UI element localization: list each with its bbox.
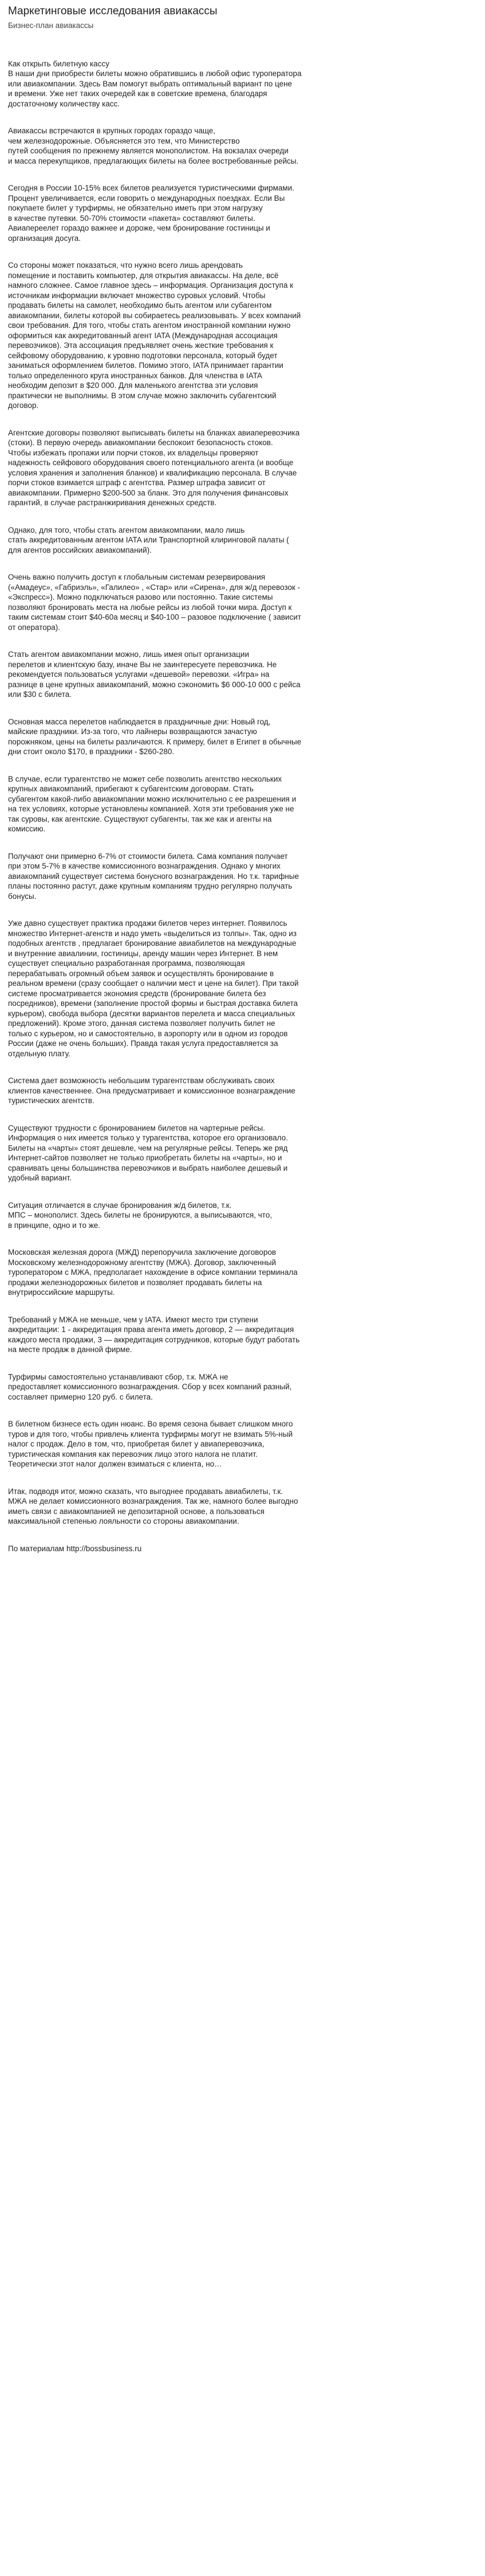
article-paragraph: Со стороны может показаться, что нужно всего лишь арендовать помещение и поставить компьютер, для открытия авиакассы. На деле, всё намного сложнее. Самое главное здесь – информация. Организация доступа к источникам информации включает множество суровых условий. Чтобы продавать билеты на самолет, необходимо быть агентом или субагентом авиакомпании, билеты которой вы собираетесь реализовывать. У всех компаний свои требования. Для того, чтобы стать агентом иностранной компании нужно оформиться как аккредитованный агент IATA (Международная ассоциация перевозчиков). Эта ассоциация предъявляет очень жесткие требования к сейфовому оборудованию, к уровню подготовки персонала, который будет заниматься оформлением билетов. Помимо этого, IATA принимает гарантии только определенного круга иностранных банков. Для членства в IATA необходим депозит в $20 000. Для маленького агентства эти условия практически не выполнимы. В этом случае можно заключить субагентский договор. [8, 261, 301, 410]
article-paragraph: Агентские договоры позволяют выписывать билеты на бланках авиаперевозчика (стоки). В первую очередь авиакомпании беспокоит безопасность стоков. Чтобы избежать пропажи или порчи стоков, их владельцы проверяют надежность сейфового оборудования своего потенциального агента (и вообще условия хранения и заполнения бланков) и квалификацию персонала. В случае порчи стоков взимается штраф с агентства. Размер штрафа зависит от авиакомпании. Примерно $200-500 за бланк. Это для получения финансовых гарантий, в случае растранжиривания денежных средств. [8, 428, 300, 507]
article-paragraph: В билетном бизнесе есть один нюанс. Во время сезона бывает слишком много туров и для того, чтобы привлечь клиента турфирмы могут не взимать 5%-ный налог с продаж. Дело в том, что, приобретая билет у авиаперевозчика, туристическая компания как перевозчик лицо этого налога не платит. Теоретически этот налог должен взиматься с клиента, но… [8, 1420, 293, 1468]
spacer [8, 1059, 477, 1076]
page-subtitle: Бизнес-план авиакассы [8, 21, 94, 30]
article-body [8, 31, 477, 1527]
spacer [8, 31, 477, 59]
article-paragraph: Авиакассы встречаются в крупных городах гораздо чаще, чем железнодорожные. Объясняется это тем, что Министерство путей сообщения по прежнему является монополистом. На вокзалах очереди и масса перекупщиков, предлагающих билеты на более востребованные рейсы. [8, 126, 299, 165]
spacer [8, 1402, 477, 1419]
article-paragraph: Итак, подводя итог, можно сказать, что выгоднее продавать авиабилеты, т.к. МЖА не делает комиссионного вознаграждения. Так же, намного более выгодно иметь связи с авиакомпанией не депозитарной основе, а пользоваться максимальной степенью лояльности со стороны авиакомпании. [8, 1487, 298, 1525]
spacer [8, 411, 477, 428]
article-paragraph: Как открыть билетную кассу В наши дни приобрести билеты можно обратившись в любой офис туроператора или авиакомпании. Здесь Вам помогут выбрать оптимальный вариант по цене и времени. Уже нет таких очередей как в советские времена, благодаря достаточному количеству касс. [8, 59, 302, 108]
spacer [8, 834, 477, 851]
spacer [8, 757, 477, 774]
spacer [8, 166, 477, 183]
spacer [8, 1183, 477, 1200]
article-paragraph: Турфирмы самостоятельно устанавливают сбор, т.к. МЖА не предоставляет комиссионного вознаграждения. Сбор у всех компаний разный, составляет примерно 120 руб. с билета. [8, 1372, 292, 1401]
spacer [8, 1230, 477, 1247]
article-paragraph: Существуют трудности с бронированием билетов на чартерные рейсы. Информация о них имеется только у турагентства, которое его организовало. Билеты на «чарты» стоят дешевле, чем на регулярные рейсы. Теперь же ряд Интернет-сайтов позволяет не только приобретать билеты на «чарты», но и сравнивать цены большинства перевозчиков и выбрать наиболее дешевый и удобный вариант. [8, 1123, 288, 1182]
article-paragraph: Сегодня в России 10-15% всех билетов реализуется туристическими фирмами. Процент увеличивается, если говорить о международных поездках. Если Вы покупаете билет у турфирмы, не обязательно иметь при этом нагрузку в качестве путевки. 50-70% стоимости «пакета» составляют билеты. Авиапереелет гораздо важнее и дороже, чем бронирование гостиницы и организация досуга. [8, 184, 294, 243]
article-paragraph: Получают они примерно 6-7% от стоимости билета. Сама компания получает при этом 5-7% в качестве комиссионного вознаграждения. Однако у многих авиакомпаний существует система бонусного вознаграждения. Но т.к. тарифные планы постоянно растут, даже крупным компаниям трудно регулярно получать бонусы. [8, 851, 299, 901]
source-credit: По материалам http://bossbusiness.ru [8, 1544, 142, 1553]
spacer [8, 1106, 477, 1123]
spacer [8, 1469, 477, 1487]
article-paragraph: Стать агентом авиакомпании можно, лишь имея опыт организации перелетов и клиентскую базу, иначе Вы не заинтересуете перевозчика. Не рекомендуется пользоваться услугами «дешевой» перевозки. «Игра» на разнице в цене крупных авиакомпаний, можно сэкономить $6 000-10 000 с рейса или $30 с билета. [8, 650, 301, 699]
article-paragraph: Требований у МЖА не меньше, чем у IATA. Имеют место три ступени аккредитации: 1 - аккредитация права агента иметь договор, 2 — аккредитация каждого места продажи, 3 — аккредитация сотрудников, которые будут работать на месте продаж в данной фирме. [8, 1315, 300, 1354]
spacer [8, 1355, 477, 1372]
spacer [8, 555, 477, 572]
spacer [8, 901, 477, 918]
article-paragraph: В случае, если турагентство не может себе позволить агентство нескольких крупных авиакомпаний, прибегают к субагентским договорам. Стать субагентом какой-либо авиакомпании можно исключительно с ее разрешения и на тех условиях, которые установлены компанией. Хотя эти требования уже не так суровы, как агентские. Существуют субагенты, так же как и агенты на комиссию. [8, 774, 297, 833]
article-paragraph: Уже давно существует практика продажи билетов через интернет. Появилось множество Интернет-агенств и надо уметь «выделиться из толпы». Так, одно из подобных агентств , предлагает бронирование авиабилетов на международные и внутренние авиалинии, гостиницы, аренду машин через Интернет. В нем существует специально разработанная программа, позволяющая перерабатывать огромный объем заявок и осуществлять бронирование в реальном времени (сразу сообщает о наличии мест и цене на билет). При такой системе просматривается экономия средств (бронирование билета без посредников), времени (заполнение простой формы и быстрая доставка билета курьером), свобода выбора (десятки вариантов перелета и масса специальных предложений). Кроме этого, данная система позволяет получить билет не только с курьером, но и самостоятельно, в аэропорту или в одном из городов России (даже не очень больших). Правда такая услуга предоставляется за отдельную плату. [8, 919, 299, 1058]
article-paragraph: Ситуация отличается в случае бронирования ж/д билетов, т.к. МПС – монополист. Здесь билеты не бронируются, а выписываются, что, в принципе, одно и то же. [8, 1200, 272, 1230]
spacer [8, 1298, 477, 1315]
spacer [8, 109, 477, 126]
article-paragraph: Однако, для того, чтобы стать агентом авиакомпании, мало лишь стать аккредитованным агентом IATA или Транспортной клиринговой палаты ( для агентов российских авиакомпаний). [8, 525, 289, 554]
spacer [8, 632, 477, 649]
article-paragraph: Московская железная дорога (МЖД) перепоручила заключение договоров Московскому железнодорожному агентству (МЖА). Договор, заключенный туроператором с МЖА, предполагает нахождение в офисе компании терминала продажи железнодорожных билетов и позволяет продавать билеты на внутрироссийские маршруты. [8, 1248, 298, 1297]
article-paragraph: Система дает возможность небольшим турагентствам обслуживать своих клиентов качественнее. Она предусматривает и комиссионное вознаграждение туристических агентств. [8, 1076, 295, 1105]
article-paragraph: Основная масса перелетов наблюдается в праздничные дни: Новый год, майские праздники. Из-за того, что лайнеры возвращаются зачастую порожняком, цены на билеты различаются. К примеру, билет в Египет в обычные дни стоит около $170, в праздники - $260-280. [8, 717, 302, 756]
spacer [8, 243, 477, 260]
spacer [8, 700, 477, 717]
spacer [8, 508, 477, 525]
article-paragraph: Очень важно получить доступ к глобальным системам резервирования («Амадеус», «Габриэль», «Галилео» , «Стар» или «Сирена», для ж/д перевозок - «Экспресс»). Можно подключаться разово или постоянно. Такие системы позволяют бронировать места на любые рейсы из любой точки мира. Доступ к таким системам стоит $40-60а месяц и $40-100 – разовое подключение ( зависит от оператора). [8, 573, 301, 632]
page-title: Маркетинговые исследования авиакассы [8, 5, 218, 17]
